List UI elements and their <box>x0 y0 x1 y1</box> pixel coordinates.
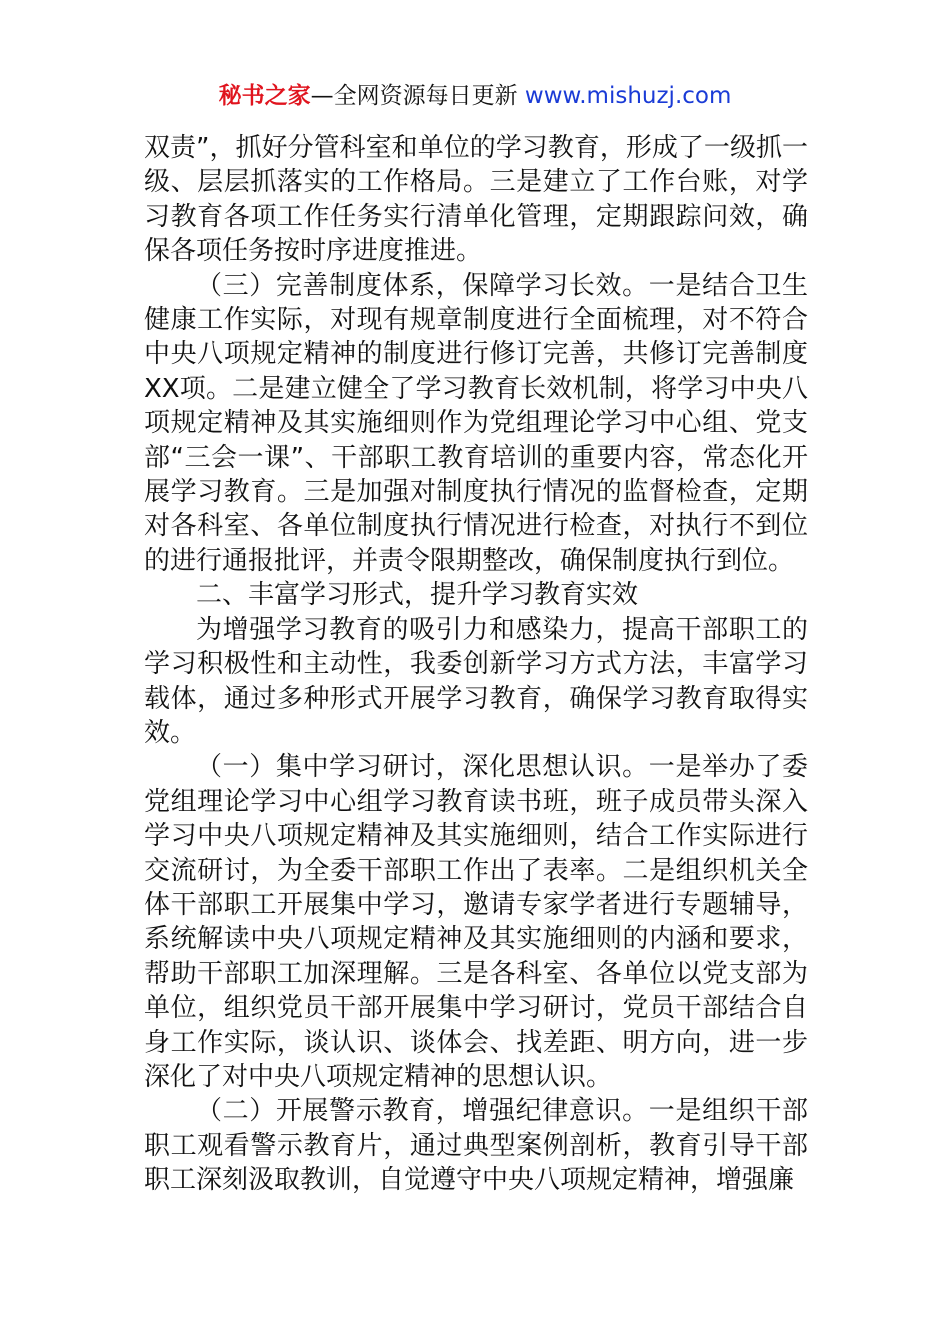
site-header <box>0 78 950 114</box>
paragraph-continuation: 双责”，抓好分管科室和单位的学习教育，形成了一级抓一级、层层抓落实的工作格局。三是建立了工作台账，对学习教育各项工作任务实行清单化管理，定期跟踪问效，确保各项任务按时序进度推进。 <box>144 133 808 267</box>
paragraph-section-3: （三）完善制度体系，保障学习长效。一是结合卫生健康工作实际，对现有规章制度进行全面梳理，对不符合中央八项规定精神的制度进行修订完善，共修订完善制度XX项。二是建立健全了学习教育长效机制，将学习中央八项规定精神及其实施细则作为党组理论学习中心组、党支部“三会一课”、干部职工教育培训的重要内容，常态化开展学习教育。三是加强对制度执行情况的监督检查，定期对各科室、各单位制度执行情况进行检查，对执行不到位的进行通报批评，并责令限期整改，确保制度执行到位。 <box>144 270 808 576</box>
brand-name: 秘书之家 <box>218 83 311 109</box>
paragraph-subsection-2: （二）开展警示教育，增强纪律意识。一是组织干部职工观看警示教育片，通过典型案例剖析，教育引导干部职工深刻汲取教训，自觉遵守中央八项规定精神，增强廉 <box>144 1096 808 1196</box>
paragraph-intro: 为增强学习教育的吸引力和感染力，提高干部职工的学习积极性和主动性，我委创新学习方式方法，丰富学习载体，通过多种形式开展学习教育，确保学习教育取得实效。 <box>144 614 808 748</box>
site-url[interactable]: www.mishuzj.com <box>524 83 732 109</box>
section-heading-2: 二、丰富学习形式，提升学习教育实效 <box>196 580 639 611</box>
document-body <box>144 131 808 1198</box>
header-tagline: —全网资源每日更新 <box>310 83 525 109</box>
paragraph-subsection-1: （一）集中学习研讨，深化思想认识。一是举办了委党组理论学习中心组学习教育读书班，班子成员带头深入学习中央八项规定精神及其实施细则，结合工作实际进行交流研讨，为全委干部职工作出了表率。二是组织机关全体干部职工开展集中学习，邀请专家学者进行专题辅导，系统解读中央八项规定精神及其实施细则的内涵和要求，帮助干部职工加深理解。三是各科室、各单位以党支部为单位，组织党员干部开展集中学习研讨，党员干部结合自身工作实际，谈认识、谈体会、找差距、明方向，进一步深化了对中央八项规定精神的思想认识。 <box>144 752 808 1092</box>
